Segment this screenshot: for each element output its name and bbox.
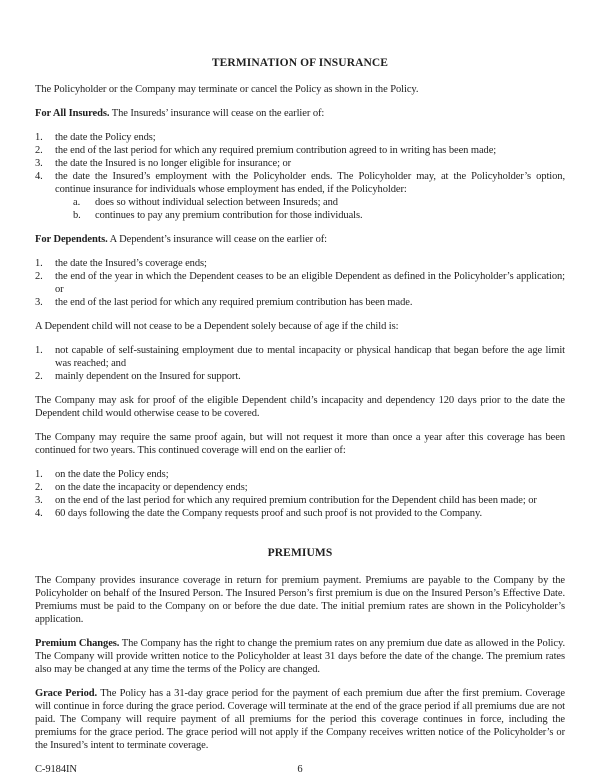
item-marker: 3. [35,495,43,506]
item-body [55,170,565,222]
item-text: on the date the incapacity or dependency ends; [55,482,248,493]
item-marker: 1. [35,132,43,143]
item-text: on the date the Policy ends; [55,469,169,480]
item-marker: 1. [35,258,43,269]
list-dependent-child [35,344,565,383]
item-marker: 2. [35,371,43,382]
list-item [73,196,565,209]
text-all-insureds: The Insureds’ insurance will cease on the earlier of: [111,108,325,119]
item-marker: 1. [35,345,43,356]
paragraph-proof-1: The Company may ask for proof of the eligible Dependent child’s incapacity and dependency 120 days prior to the date the Dependent child would otherwise cease to be covered. [35,395,565,419]
list-item [35,170,565,222]
item-marker: 4. [35,171,43,182]
sublist-all-insureds [73,196,565,222]
list-item [35,270,565,296]
list-continued-coverage [35,468,565,520]
section-heading-termination: TERMINATION OF INSURANCE [211,57,389,69]
item-text: the date the Policy ends; [55,132,156,143]
item-text: on the end of the last period for which any required premium contribution for the Dependent child has been made; or [55,495,537,506]
paragraph-grace-period [35,687,565,752]
item-text: the end of the last period for which any required premium contribution agreed to in writing has been made; [55,145,497,156]
list-all-insureds [35,131,565,222]
item-text: the end of the year in which the Dependent ceases to be an eligible Dependent as defined in the Policyholder’s application; or [55,271,565,295]
list-item [35,131,565,144]
item-marker: 3. [35,158,43,169]
item-marker: 4. [35,508,43,519]
paragraph-proof-2: The Company may require the same proof again, but will not request it more than once a year after this coverage has been continued for two years. This continued coverage will end on the earlier of: [35,432,565,456]
list-item [35,507,565,520]
list-item [35,494,565,507]
list-item [35,296,565,309]
item-text: the date the Insured’s employment with the Policyholder ends. The Policyholder may, at the Policyholder’s option, continue insurance for individuals whose employment has ended, if the Policyholder: [55,171,565,195]
paragraph-dependents [35,233,565,246]
list-item [35,257,565,270]
paragraph-all-insureds [35,107,565,120]
lead-premium-changes: Premium Changes. [35,638,120,649]
item-text: not capable of self-sustaining employment due to mental incapacity or physical handicap that began before the age limit was reached; and [55,345,565,369]
item-text: does so without individual selection between Insureds; and [95,197,338,208]
text-grace-period: The Policy has a 31-day grace period for the payment of each premium due after the first premium. Coverage will continue in force during the grace period. Coverage will terminate at the end of the grace period if all premiums due are not paid. The Company will require payment of all premiums for the period this coverage continues in force, including the premiums for the grace period. The grace period will not apply if the Company receives written notice of the Policyholder’s or the Insured’s intent to terminate coverage. [35,688,565,751]
list-item [35,144,565,157]
page-footer [35,763,565,776]
form-number: C-9184IN [35,764,77,775]
page-number: 6 [297,764,303,775]
paragraph-termination-intro: The Policyholder or the Company may terminate or cancel the Policy as shown in the Policy. [35,84,419,95]
item-text: the date the Insured is no longer eligible for insurance; or [55,158,292,169]
item-marker: 3. [35,297,43,308]
list-item [35,344,565,370]
item-marker: 2. [35,271,43,282]
item-text: the date the Insured’s coverage ends; [55,258,207,269]
paragraph-premiums-intro: The Company provides insurance coverage in return for premium payment. Premiums are payable to the Company by the Policyholder on behalf of the Insured Person. The Insured Person’s first premium is due on the Insured Person’s Effective Date. Premiums must be paid to the Company on or before the due date. The initial premium rates are shown in the Policyholder’s application. [35,575,565,625]
section-heading-premiums: PREMIUMS [267,547,333,559]
item-text: continues to pay any premium contribution for those individuals. [95,210,363,221]
item-marker: 2. [35,482,43,493]
item-text: 60 days following the date the Company requests proof and such proof is not provided to the Company. [55,508,482,519]
list-dependents [35,257,565,309]
list-item [73,209,565,222]
lead-all-insureds: For All Insureds. [35,108,110,119]
lead-grace-period: Grace Period. [35,688,98,699]
lead-dependents: For Dependents. [35,234,108,245]
list-item [35,157,565,170]
paragraph-premium-changes [35,637,565,676]
list-item [35,370,565,383]
list-item [35,468,565,481]
item-marker: 1. [35,469,43,480]
text-dependents: A Dependent’s insurance will cease on the earlier of: [109,234,328,245]
item-marker: a. [73,197,81,208]
text-premium-changes: The Company has the right to change the premium rates on any premium due date as allowed in the Policy. The Company will provide written notice to the Policyholder at least 31 days before the date of the change. The premium rates also may be changed at any time the terms of the Policy are changed. [35,638,565,675]
list-item [35,481,565,494]
item-marker: b. [73,210,81,221]
item-text: mainly dependent on the Insured for support. [55,371,241,382]
item-text: the end of the last period for which any required premium contribution has been made. [55,297,413,308]
paragraph-dependent-child: A Dependent child will not cease to be a Dependent solely because of age if the child is: [35,321,399,332]
item-marker: 2. [35,145,43,156]
